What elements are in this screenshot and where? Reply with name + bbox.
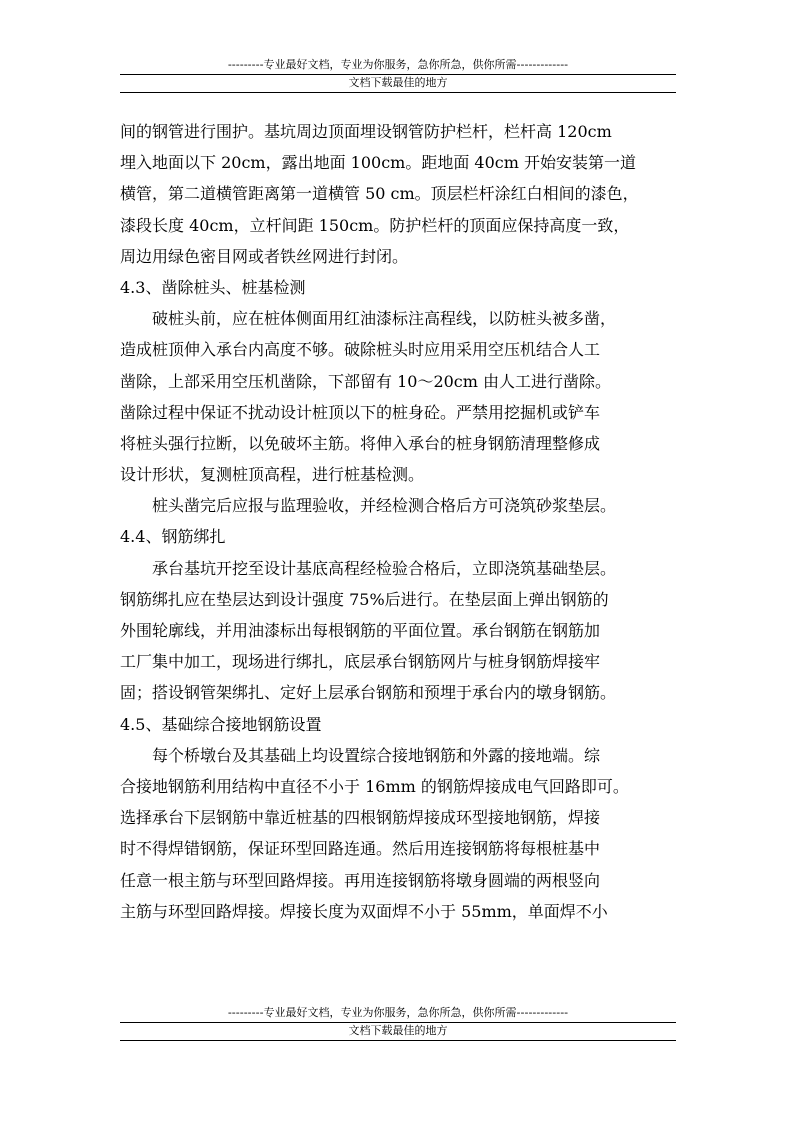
text-line: 漆段长度 40cm，立杆间距 150cm。防护栏杆的顶面应保持高度一致， — [120, 215, 630, 235]
text-line: 间的钢管进行围护。基坑周边顶面埋设钢管防护栏杆，栏杆高 120cm — [120, 122, 612, 141]
text-line: 设计形状，复测桩顶高程，进行桩基检测。 — [120, 465, 425, 485]
text-line: 承台基坑开挖至设计基底高程经检验合格后，立即浇筑基础垫层。 — [152, 558, 617, 578]
text-line: 外围轮廓线，并用油漆标出每根钢筋的平面位置。承台钢筋在钢筋加 — [120, 621, 601, 640]
text-line: 任意一根主筋与环型回路焊接。再用连接钢筋将墩身圆端的两根竖向 — [120, 870, 601, 890]
footer-rule-bottom — [120, 1040, 676, 1041]
text-line: 横管，第二道横管距离第一道横管 50 cm。顶层栏杆涂红白相间的漆色， — [120, 184, 639, 204]
text-line: 钢筋绑扎应在垫层达到设计强度 75%后进行。在垫层面上弹出钢筋的 — [120, 589, 609, 609]
text-line: 时不得焊错钢筋，保证环型回路连通。然后用连接钢筋将每根桩基中 — [120, 839, 601, 859]
body-text — [120, 116, 680, 927]
text-line: 周边用绿色密目网或者铁丝网进行封闭。 — [120, 246, 409, 266]
text-line: 选择承台下层钢筋中靠近桩基的四根钢筋焊接成环型接地钢筋，焊接 — [120, 808, 601, 828]
header-rule — [120, 74, 676, 75]
header-rule-bottom — [120, 92, 676, 93]
text-line: 固；搭设钢管架绑扎、定好上层承台钢筋和预埋于承台内的墩身钢筋。 — [120, 683, 617, 703]
text-line: 合接地钢筋利用结构中直径不小于 16mm 的钢筋焊接成电气回路即可。 — [120, 776, 629, 796]
section-heading: 4.4、钢筋绑扎 — [120, 527, 226, 547]
text-line: 凿除过程中保证不扰动设计桩顶以下的桩身砼。严禁用挖掘机或铲车 — [120, 402, 601, 422]
header-site: 文档下载最佳的地方 — [348, 76, 448, 89]
footer-site: 文档下载最佳的地方 — [348, 1024, 448, 1037]
text-line: 主筋与环型回路焊接。焊接长度为双面焊不小于 55mm，单面焊不小 — [120, 901, 608, 921]
text-line: 将桩头强行拉断，以免破坏主筋。将伸入承台的桩身钢筋清理整修成 — [120, 433, 601, 453]
section-heading: 4.3、凿除桩头、桩基检测 — [120, 277, 306, 297]
header-slogan: ---------专业最好文档，专业为你服务，急你所急，供你所需------------- — [227, 58, 569, 71]
text-line: 破桩头前，应在桩体侧面用红油漆标注高程线，以防桩头被多凿， — [152, 309, 617, 329]
section-heading: 4.5、基础综合接地钢筋设置 — [120, 714, 322, 734]
text-line: 工厂集中加工，现场进行绑扎，底层承台钢筋网片与桩身钢筋焊接牢 — [120, 652, 601, 672]
text-line: 埋入地面以下 20cm，露出地面 100cm。距地面 40cm 开始安装第一道 — [120, 153, 637, 173]
text-line: 造成桩顶伸入承台内高度不够。破除桩头时应用采用空压机结合人工 — [120, 340, 601, 360]
text-line: 凿除，上部采用空压机凿除，下部留有 10～20cm 由人工进行凿除。 — [120, 371, 612, 391]
text-line: 每个桥墩台及其基础上均设置综合接地钢筋和外露的接地端。综 — [152, 745, 601, 765]
text-line: 桩头凿完后应报与监理验收，并经检测合格后方可浇筑砂浆垫层。 — [152, 496, 617, 516]
footer-slogan: ---------专业最好文档，专业为你服务，急你所急，供你所需------------- — [227, 1006, 569, 1019]
footer-rule — [120, 1022, 676, 1023]
